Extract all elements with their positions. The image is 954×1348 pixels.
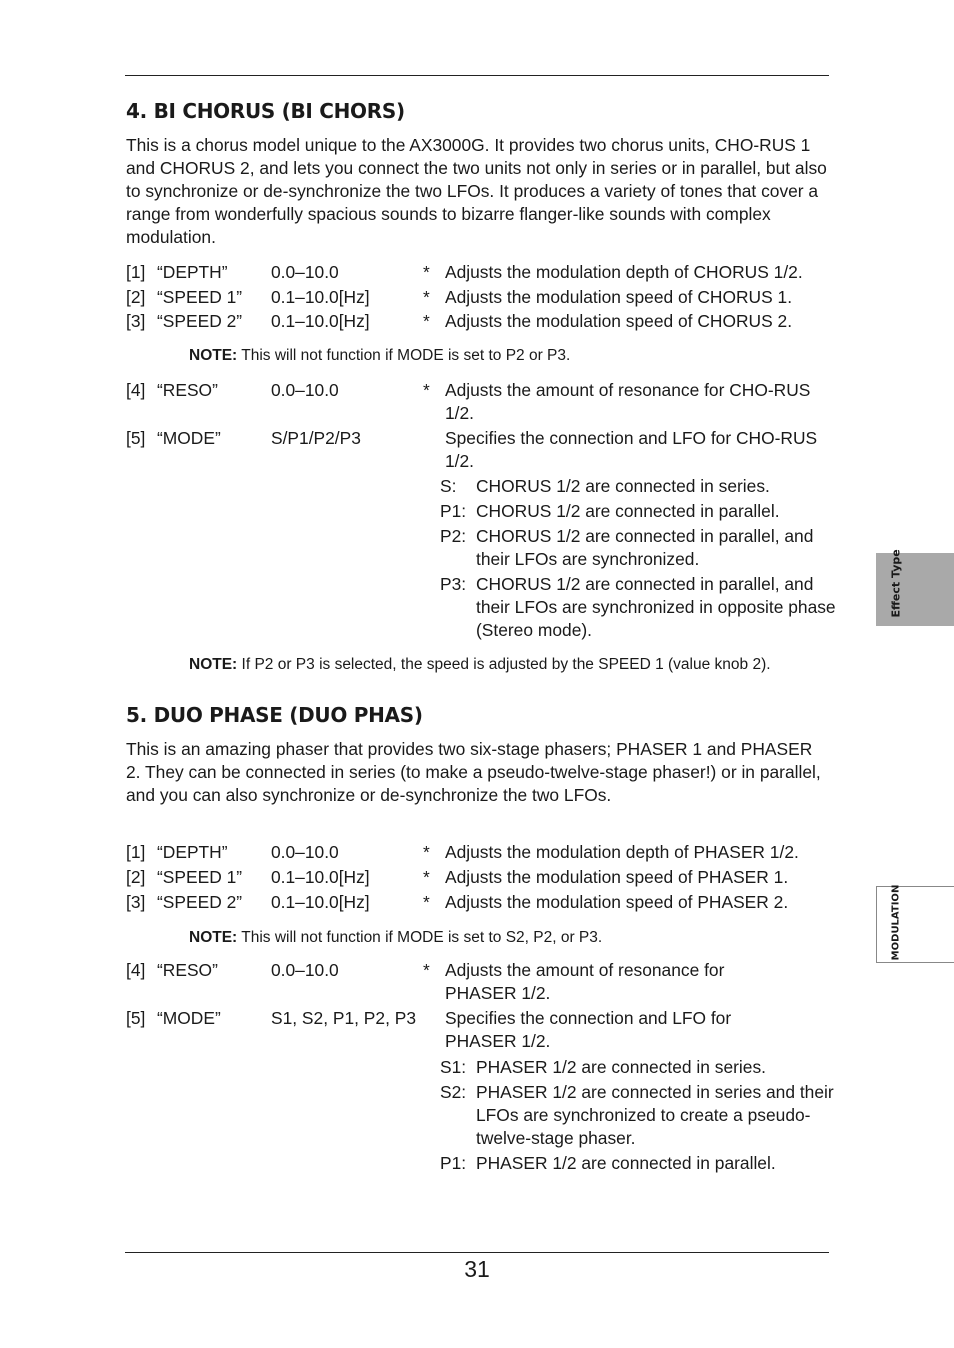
param-name: “MODE” [157,1008,221,1028]
param-range: 0.1–10.0[Hz] [271,311,370,331]
note [189,929,602,947]
param-description: Adjusts the modulation speed of CHORUS 2. [445,311,793,331]
param-asterisk: * [423,842,430,862]
param-range: 0.1–10.0[Hz] [271,892,370,912]
bottom-rule [125,1252,829,1253]
param-number: [4] [126,960,146,980]
param-number: [5] [126,1008,146,1028]
param-number: [3] [126,311,146,331]
param-range: 0.1–10.0[Hz] [271,287,370,307]
section-heading-bi-chorus: 4. BI CHORUS (BI CHORS) [126,99,405,123]
param-asterisk: * [423,262,430,282]
section-intro: This is an amazing phaser that provides two six-stage phasers; PHASER 1 and PHASER 2. They can be connected in series (to make a pseudo-twelve-stage phaser!) or in parallel, and you can also synchronize or de-synchronize the two LFOs. [126,739,821,805]
param-number: [1] [126,842,146,862]
param-range: S1, S2, P1, P2, P3 [271,1008,417,1028]
note-text: This will not function if MODE is set to S2, P2, or P3. [237,929,603,946]
mode-text: PHASER 1/2 are connected in series and their LFOs are synchronized to create a pseudo-twelve-stage phaser. [476,1082,834,1148]
param-name: “DEPTH” [157,842,228,862]
mode-key: P1: [440,501,467,521]
mode-text: PHASER 1/2 are connected in parallel. [476,1153,776,1173]
side-tab-label: Effect Type [889,549,903,618]
mode-key: S2: [440,1082,467,1102]
note-text: This will not function if MODE is set to P2 or P3. [237,347,571,364]
param-description: Adjusts the amount of resonance for PHASER 1/2. [445,960,725,1003]
param-name: “DEPTH” [157,262,228,282]
param-asterisk: * [423,960,430,980]
note-label: NOTE: [189,347,238,364]
mode-text: CHORUS 1/2 are connected in series. [476,476,770,496]
param-range: 0.0–10.0 [271,842,339,862]
param-asterisk: * [423,867,430,887]
note-label: NOTE: [189,656,238,673]
mode-key: P3: [440,574,467,594]
side-tab-modulation [876,886,954,963]
page-number: 31 [464,1256,490,1282]
param-name: “RESO” [157,960,218,980]
param-description: Specifies the connection and LFO for CHO-RUS 1/2. [445,428,818,471]
param-asterisk: * [423,380,430,400]
param-name: “SPEED 2” [157,311,243,331]
section-intro: This is a chorus model unique to the AX3000G. It provides two chorus units, CHO-RUS 1 and CHORUS 2, and lets you connect the two units not only in series or in parallel, but also to synchronize or de-synchronize the two LFOs. It produces a variety of tones that cover a range from wonderfully spacious sounds to bizarre flanger-like sounds with complex modulation. [126,135,827,247]
param-range: S/P1/P2/P3 [271,428,361,448]
param-description: Specifies the connection and LFO for PHASER 1/2. [445,1008,732,1051]
param-asterisk: * [423,892,430,912]
param-range: 0.0–10.0 [271,380,339,400]
mode-key: S1: [440,1057,467,1077]
note [189,656,771,674]
param-asterisk: * [423,311,430,331]
top-rule [125,75,829,76]
param-number: [2] [126,867,146,887]
param-description: Adjusts the modulation speed of PHASER 1. [445,867,789,887]
note [189,347,570,365]
section-heading-duo-phase: 5. DUO PHASE (DUO PHAS) [126,703,423,727]
mode-text: CHORUS 1/2 are connected in parallel, and their LFOs are synchronized. [476,526,814,569]
note-text: If P2 or P3 is selected, the speed is adjusted by the SPEED 1 (value knob 2). [237,656,771,673]
param-description: Adjusts the modulation speed of CHORUS 1. [445,287,793,307]
mode-key: P1: [440,1153,467,1173]
mode-text: CHORUS 1/2 are connected in parallel. [476,501,780,521]
mode-key: S: [440,476,457,496]
param-asterisk: * [423,287,430,307]
param-number: [5] [126,428,146,448]
mode-text: CHORUS 1/2 are connected in parallel, and their LFOs are synchronized in opposite phase (Stereo mode). [476,574,836,640]
param-number: [1] [126,262,146,282]
mode-key: P2: [440,526,467,546]
param-name: “SPEED 2” [157,892,243,912]
param-description: Adjusts the modulation depth of CHORUS 1/2. [445,262,803,282]
param-number: [3] [126,892,146,912]
param-description: Adjusts the modulation depth of PHASER 1/2. [445,842,799,862]
param-number: [4] [126,380,146,400]
mode-text: PHASER 1/2 are connected in series. [476,1057,766,1077]
param-range: 0.0–10.0 [271,262,339,282]
param-name: “RESO” [157,380,218,400]
param-description: Adjusts the amount of resonance for CHO-RUS 1/2. [445,380,811,423]
side-tab-label: MODULATION [890,884,902,961]
param-range: 0.0–10.0 [271,960,339,980]
param-name: “MODE” [157,428,221,448]
param-name: “SPEED 1” [157,867,243,887]
param-description: Adjusts the modulation speed of PHASER 2. [445,892,789,912]
note-label: NOTE: [189,929,238,946]
param-range: 0.1–10.0[Hz] [271,867,370,887]
param-name: “SPEED 1” [157,287,243,307]
param-number: [2] [126,287,146,307]
side-tab-effect-type [876,549,954,626]
